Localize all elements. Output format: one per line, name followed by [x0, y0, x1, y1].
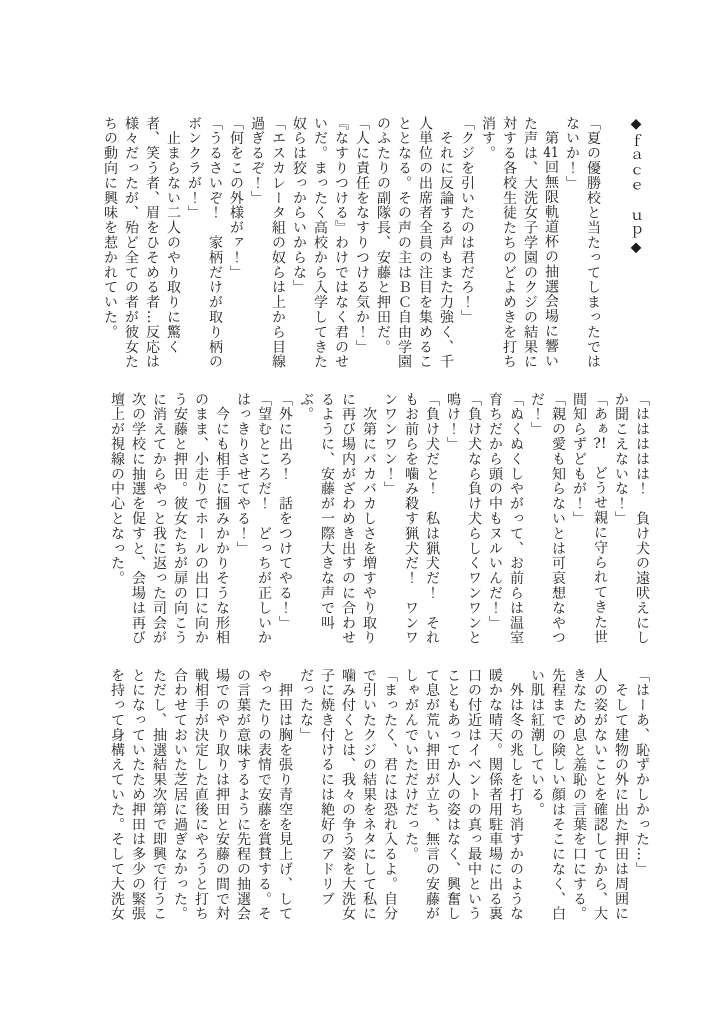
text-block-middle: [84, 392, 652, 646]
paragraph: 「ぬくぬくしやがって、お前らは温室育ちだから頭の中もヌルいんだ！」: [487, 392, 524, 646]
paragraph: 止まらない二人のやり取りに驚く者、笑う者、眉をひそめる者…反応は様々だったが、殆ど全ての者が彼女たちの動向に興味を惹かれていた。: [102, 116, 181, 370]
text-block-top: [84, 116, 652, 370]
paragraph: 「負け犬だと！ 私は猟犬だ！ それもお前らを噛み殺す猟犬だ！ ワンワンワンワン！」: [382, 392, 440, 646]
text-block-bottom: [84, 668, 652, 922]
paragraph: 「あぁ?! どうせ親に守られてきた世間知らずどもが！」: [571, 392, 608, 645]
paragraph: 「親の愛も知らないとは可哀想なやつだ！」: [529, 392, 566, 646]
paragraph: それに反論する声もまた力強く、千人単位の出席者全員の注目を集めることとなる。その声の主はＢＣ自由学園のふたりの副隊長、安藤と押田だ。: [375, 116, 454, 370]
paragraph: 「クジを引いたのは君だろ！」: [459, 116, 475, 325]
paragraph: 「ははははは！ 負け犬の遠吠えにしか聞こえないな！」: [613, 392, 650, 646]
paragraph: 「はーあ、恥ずかしかった…」: [634, 668, 650, 877]
paragraph: 「うるさいぞ！ 家柄だけが取り柄のボンクラが！」: [186, 116, 223, 370]
chapter-title: ◆ｆａｃｅ ｕｐ◆: [628, 116, 644, 257]
paragraph: 「まったく、君には恐れ入るよ。自分で引いたクジの結果をネタにして私に噛み付くとは、我々の争う姿を大洗女子に焼き付けるには絶好のアドリブだったな」: [298, 668, 398, 922]
paragraph: 『なすりつける』わけではなく君のせいだ。まったく高校から入学してきた奴らは狡っからいからな」: [291, 116, 349, 370]
paragraph: 「人に責任をなすりつける気か！」: [354, 116, 370, 355]
paragraph: 「負け犬なら負け犬らしくワンワンと鳴け！」: [445, 392, 482, 646]
paragraph: 外は冬の兆しを打ち消すかのような暖かな晴天。関係者用駐車場に出る裏口の付近はイベントの真っ最中ということもあってか人の姿はなく、興奮して息が荒い押田が立ち、無言の安藤がしゃがんでいただけだった。: [403, 668, 524, 922]
paragraph: 「望むところだ！ どっちが正しいかはっきりさせてやる！」: [235, 392, 272, 646]
paragraph: そして建物の外に出た押田は周囲に人の姿がないことを確認してから、大きなため息と羞恥の言葉を口にする。先程までの険しい顔はそこになく、白い肌は紅潮している。: [529, 668, 629, 922]
paragraph: 「何をこの外様がァ！」: [228, 116, 244, 280]
paragraph-flow-top: [99, 116, 603, 370]
paragraph: 「夏の優勝校と当たってしまったではないか！」: [564, 116, 601, 370]
paragraph: 今にも相手に掴みかかりそうな形相のまま、小走りでホールの出口に向かう安藤と押田。彼女たちが扉の向こうに消えてからやっと我に返った司会が次の学校に抽選を促すと、会場は再び壇上が視線の中心となった。: [109, 392, 230, 646]
paragraph: 「外に出ろ！ 話をつけてやる！」: [277, 392, 293, 631]
paragraph: 押田は胸を張り青空を見上げ、してやったりの表情で安藤を賞賛する。その言葉が意味するように先程の抽選会場でのやり取りは押田と安藤の間で対戦相手が決定した直後にやろうと打ち合わせておいた芝居に過ぎなかった。ただし、抽選結果次第で即興で行うことになっていたため押田は多少の緊張を持って身構えていた。そして大洗女: [109, 668, 293, 922]
paragraph: 「エスカレータ組の奴らは上から目線過ぎるぞ！」: [249, 116, 286, 370]
paragraph: 第41回無限軌道杯の抽選会場に響いた声は、大洗女子学園のクジの結果に対する各校生徒たちのどよめきを打ち消す。: [480, 116, 559, 370]
paragraph: 次第にバカバカしさを増すやり取りに再び場内がざわめき出すのに合わせるように、安藤が一際大きな声で叫ぶ。: [298, 392, 377, 646]
